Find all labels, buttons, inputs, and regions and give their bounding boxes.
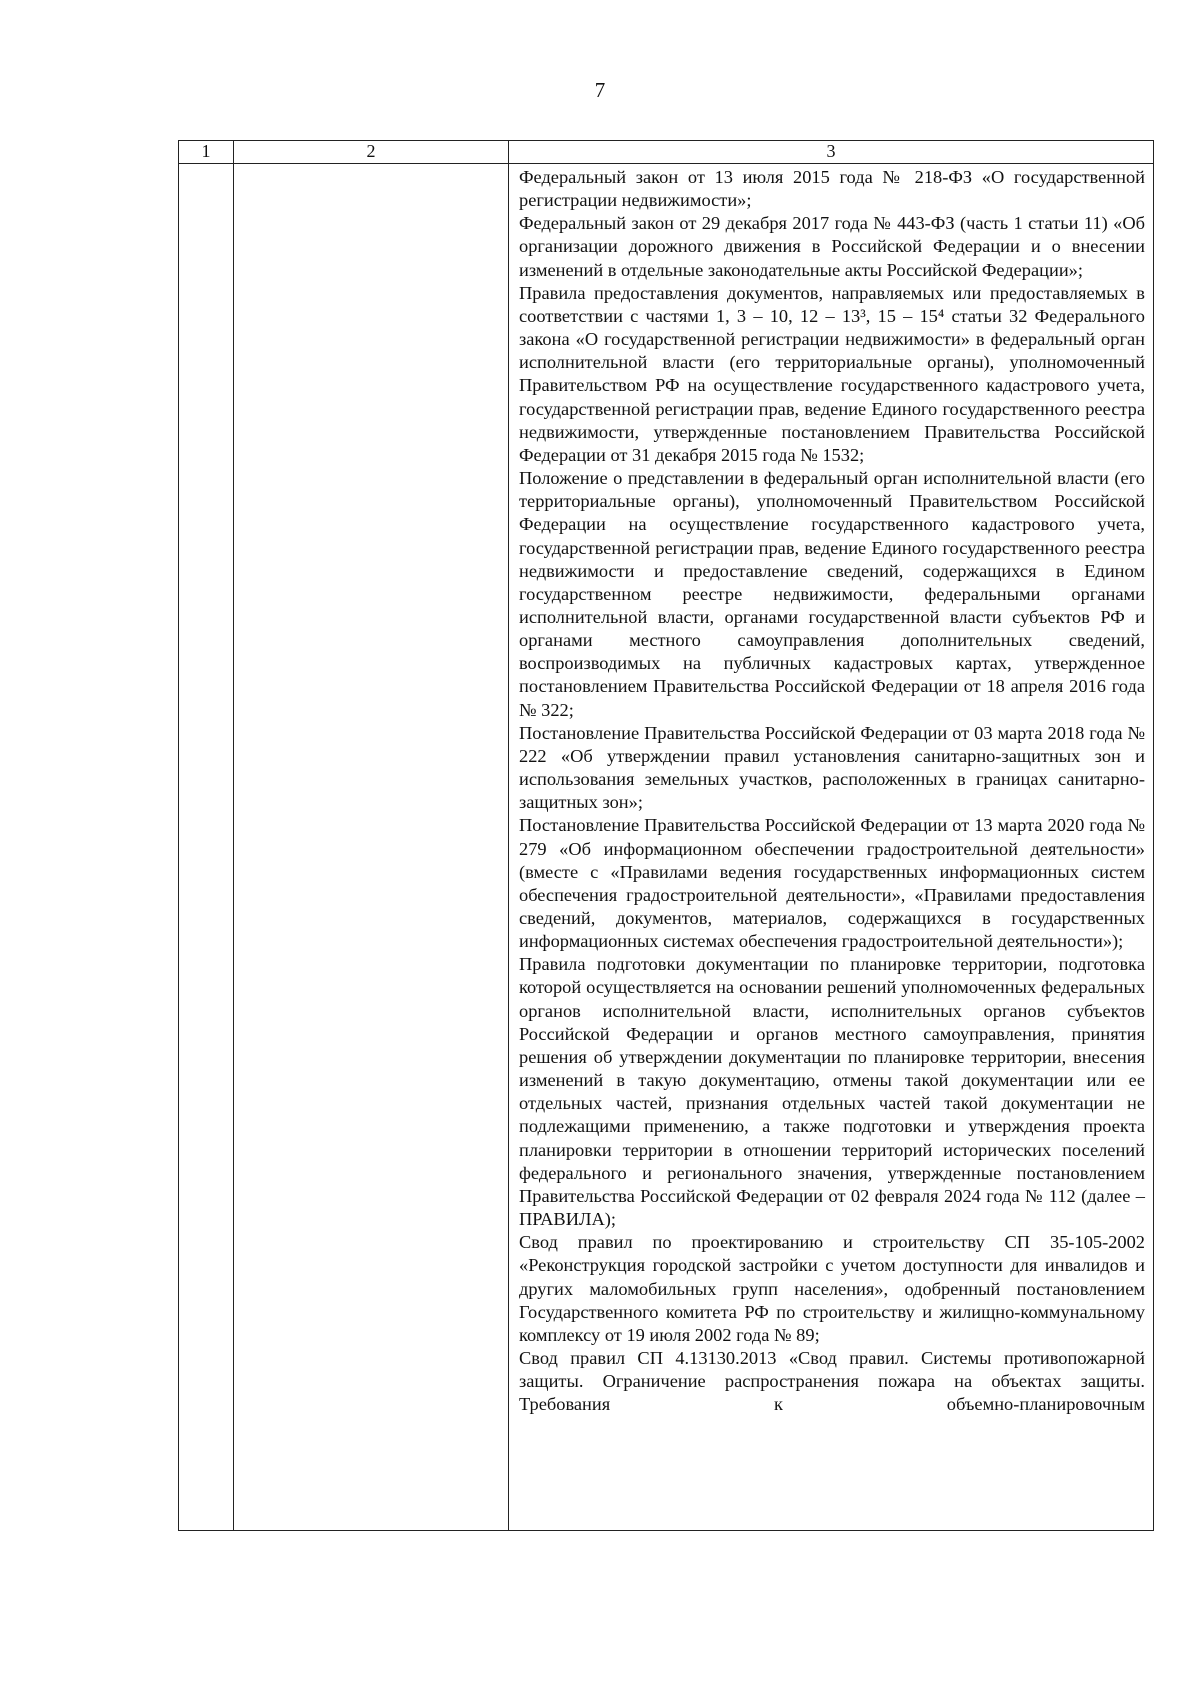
paragraph-rules-112: Правила подготовки документации по планировке территории, подготовка которой осуществляется на основании решений уполномоченных федеральных органов исполнительной власти, исполнительных органов субъектов Российской Федерации и органов местного самоуправления, принятия решения об утверждении документации по планировке территории, внесения изменений в такую документацию, отмены такой документации или ее отдельных частей, признания отдельных частей такой документации не подлежащими применению, а также подготовки и утверждения проекта планировки территории в отношении территорий исторических поселений федерального и регионального значения, утвержденные постановлением Правительства Российской Федерации от 02 февраля 2024 года № 112 (далее – ПРАВИЛА); bbox=[519, 954, 1145, 1230]
cell-col-1 bbox=[179, 164, 234, 1531]
paragraph-sp-35-105-2002: Свод правил по проектированию и строительству СП 35-105-2002 «Реконструкция городской застройки с учетом доступности для инвалидов и других маломобильных групп населения», одобренный постановлением Государственного комитета РФ по строительству и жилищно-коммунальному комплексу от 19 июля 2002 года № 89; bbox=[519, 1232, 1145, 1345]
page-number: 7 bbox=[594, 78, 606, 102]
table-header-row bbox=[179, 141, 1154, 164]
column-header-3: 3 bbox=[509, 141, 1154, 164]
paragraph-regulation-322: Положение о представлении в федеральный орган исполнительной власти (его территориальные органы), уполномоченный Правительством Российской Федерации на осуществление государственного кадастрового учета, государственной регистрации прав, ведение Единого государственного реестра недвижимости и предоставление сведений, содержащихся в Едином государственном реестре недвижимости, федеральными органами исполнительной власти, органами государственной власти субъектов РФ и органами местного самоуправления дополнительных сведений, воспроизводимых на публичных кадастровых картах, утвержденное постановлением Правительства Российской Федерации от 18 апреля 2016 года № 322; bbox=[519, 468, 1145, 720]
paragraph-sp-4-13130-2013: Свод правил СП 4.13130.2013 «Свод правил. Системы противопожарной защиты. Ограничение распространения пожара на объектах защиты. Требования к объемно-планировочным bbox=[519, 1347, 1145, 1415]
table-row bbox=[179, 164, 1154, 1531]
paragraph-resolution-222: Постановление Правительства Российской Федерации от 03 марта 2018 года № 222 «Об утверждении правил установления санитарно-защитных зон и использования земельных участков, расположенных в границах санитарно-защитных зон»; bbox=[519, 722, 1145, 813]
column-header-2: 2 bbox=[234, 141, 509, 164]
paragraph-resolution-279: Постановление Правительства Российской Федерации от 13 марта 2020 года № 279 «Об информационном обеспечении градостроительной деятельности» (вместе с «Правилами ведения государственных информационных систем обеспечения градостроительной деятельности», «Правилами предоставления сведений, документов, материалов, содержащихся в государственных информационных системах обеспечения градостроительной деятельности»); bbox=[519, 815, 1145, 952]
paragraph-law-443fz: Федеральный закон от 29 декабря 2017 года № 443-ФЗ (часть 1 статьи 11) «Об организации дорожного движения в Российской Федерации и о внесении изменений в отдельные законодательные акты Российской Федерации»; bbox=[519, 213, 1145, 280]
paragraph-rules-1532: Правила предоставления документов, направляемых или предоставляемых в соответствии с частями 1, 3 – 10, 12 – 13³, 15 – 15⁴ статьи 32 Федерального закона «О государственной регистрации недвижимости» в федеральный орган исполнительной власти (его территориальные органы), уполномоченный Правительством РФ на осуществление государственного кадастрового учета, государственной регистрации прав, ведение Единого государственного реестра недвижимости, утвержденные постановлением Правительства Российской Федерации от 31 декабря 2015 года № 1532; bbox=[519, 282, 1145, 465]
cell-col-2 bbox=[234, 164, 509, 1531]
cell-col-3 bbox=[509, 164, 1154, 1531]
column-header-1: 1 bbox=[179, 141, 234, 164]
paragraph-law-218fz: Федеральный закон от 13 июля 2015 года № 218-ФЗ «О государственной регистрации недвижимости»; bbox=[519, 167, 1145, 211]
legal-acts-table bbox=[178, 140, 1154, 1531]
